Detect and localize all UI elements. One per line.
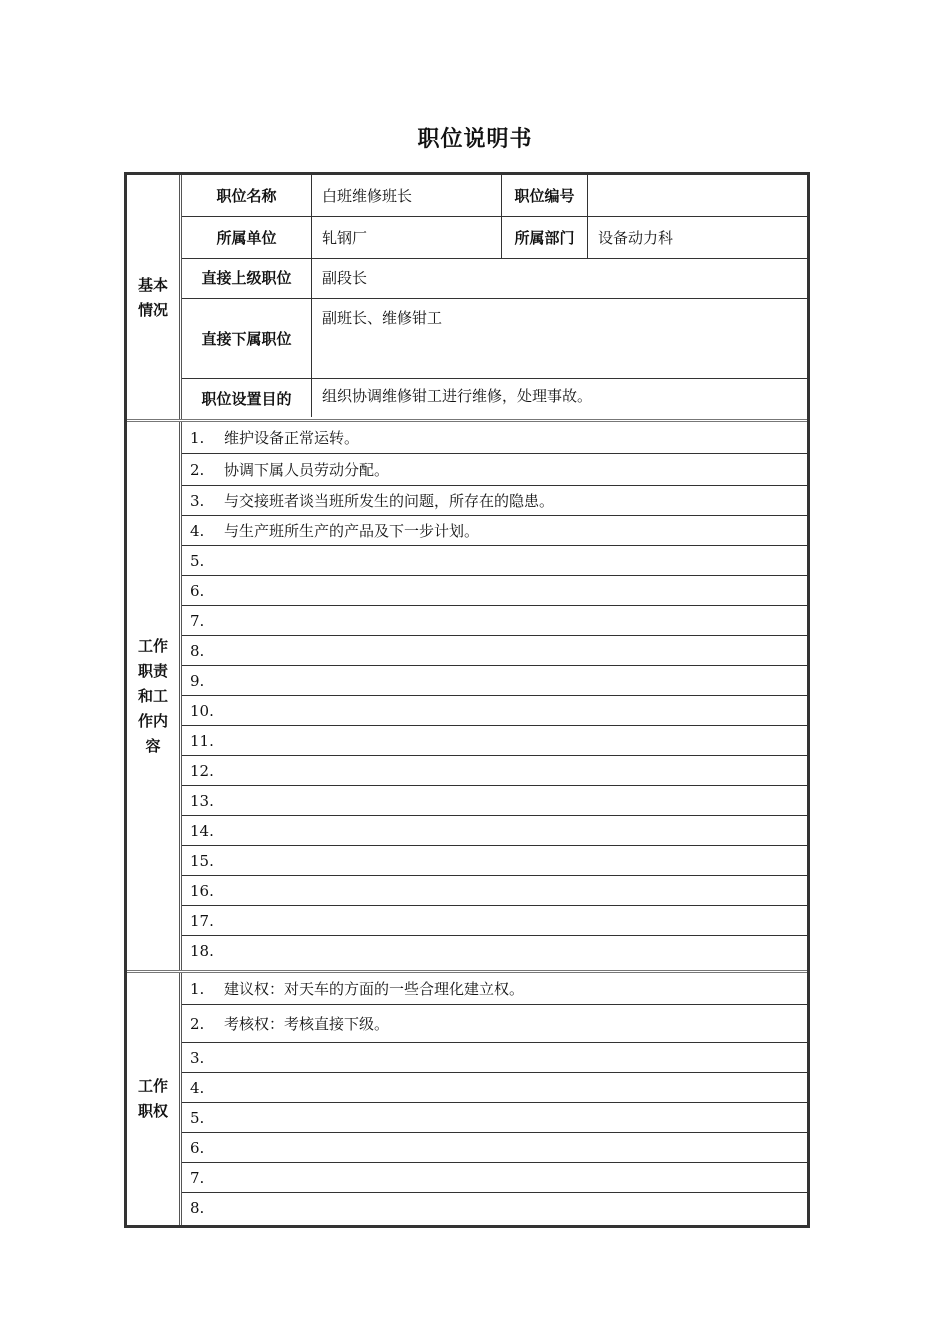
item-number: 6.: [190, 581, 205, 600]
item-number: 9.: [190, 671, 205, 690]
superior-label: 直接上级职位: [182, 259, 312, 298]
list-item: [182, 454, 807, 486]
list-item: [182, 973, 807, 1005]
item-number: 1.: [190, 979, 205, 998]
item-number: 13.: [190, 791, 214, 810]
duties-label-line: 作内: [137, 711, 168, 730]
basic-info-label: [127, 175, 179, 420]
list-item: [182, 936, 807, 966]
item-number: 3.: [190, 1048, 205, 1067]
item-text: 考核权：考核直接下级。: [224, 1015, 390, 1033]
authority-label-line: 职权: [137, 1102, 168, 1120]
list-item: [182, 486, 807, 516]
list-item: [182, 786, 807, 816]
item-text: 协调下属人员劳动分配。: [224, 461, 390, 479]
item-text: 维护设备正常运转。: [224, 429, 360, 447]
duties-label-line: 职责: [137, 661, 168, 680]
duties-label-line: 容: [145, 736, 161, 755]
list-item: [182, 576, 807, 606]
item-number: 16.: [190, 881, 214, 900]
list-item: [182, 846, 807, 876]
item-number: 5.: [190, 1108, 205, 1127]
row-purpose: [182, 379, 807, 417]
list-item: [182, 1103, 807, 1133]
duties-section: [127, 422, 807, 970]
position-code-label: 职位编号: [502, 175, 588, 216]
item-number: 10.: [190, 701, 214, 720]
item-number: 2.: [190, 1014, 205, 1033]
unit-label: 所属单位: [182, 217, 312, 258]
position-code-value: [588, 175, 807, 216]
duties-label-line: 工作: [137, 636, 168, 655]
list-item: [182, 696, 807, 726]
list-item: [182, 756, 807, 786]
row-subordinate: [182, 299, 807, 379]
department-value: 设备动力科: [598, 229, 674, 247]
item-number: 8.: [190, 1199, 205, 1217]
item-number: 1.: [190, 428, 205, 447]
item-number: 7.: [190, 611, 205, 630]
document-title: 职位说明书: [417, 127, 533, 152]
list-item: [182, 666, 807, 696]
list-item: [182, 1193, 807, 1223]
item-text: 建议权：对天车的方面的一些合理化建立权。: [224, 980, 525, 998]
authority-label-line: 工作: [137, 1077, 168, 1095]
basic-info-section: [127, 175, 807, 420]
subordinate-value: 副班长、维修钳工: [322, 309, 443, 327]
list-item: [182, 816, 807, 846]
item-text: 与生产班所生产的产品及下一步计划。: [224, 522, 480, 540]
position-name-label: 职位名称: [182, 175, 312, 216]
list-item: [182, 1163, 807, 1193]
item-number: 12.: [190, 761, 214, 780]
item-number: 3.: [190, 491, 205, 510]
row-superior: [182, 259, 807, 299]
list-item: [182, 726, 807, 756]
item-number: 5.: [190, 551, 205, 570]
list-item: [182, 516, 807, 546]
item-text: 与交接班者谈当班所发生的问题，所存在的隐患。: [224, 492, 555, 510]
list-item: [182, 1133, 807, 1163]
item-number: 7.: [190, 1168, 205, 1187]
duties-label: [127, 422, 179, 970]
purpose-value: 组织协调维修钳工进行维修，处理事故。: [322, 387, 593, 405]
department-label: 所属部门: [502, 217, 588, 258]
unit-value: 轧钢厂: [312, 217, 502, 258]
list-item: [182, 546, 807, 576]
list-item: [182, 1073, 807, 1103]
superior-value: 副段长: [322, 269, 368, 287]
item-number: 15.: [190, 851, 214, 870]
job-description-table: [124, 172, 810, 1228]
list-item: [182, 636, 807, 666]
item-number: 18.: [190, 942, 214, 960]
item-number: 17.: [190, 911, 214, 930]
item-number: 8.: [190, 641, 205, 660]
item-number: 6.: [190, 1138, 205, 1157]
item-number: 2.: [190, 460, 205, 479]
duties-label-line: 和工: [137, 686, 168, 705]
purpose-label: 职位设置目的: [182, 379, 312, 417]
row-unit: [182, 217, 807, 259]
position-name-value: 白班维修班长: [312, 175, 502, 216]
row-position-name: [182, 175, 807, 217]
list-item: [182, 1043, 807, 1073]
list-item: [182, 876, 807, 906]
subordinate-label: 直接下属职位: [182, 299, 312, 378]
list-item: [182, 606, 807, 636]
item-number: 11.: [190, 731, 214, 750]
authority-label: [127, 973, 179, 1225]
item-number: 14.: [190, 821, 214, 840]
item-number: 4.: [190, 1078, 205, 1097]
basic-label-line: 基本: [137, 275, 168, 294]
basic-info-body: [179, 175, 807, 420]
authority-section: [127, 973, 807, 1225]
duties-list: [179, 422, 807, 970]
list-item: [182, 906, 807, 936]
item-number: 4.: [190, 521, 205, 540]
list-item: [182, 422, 807, 454]
list-item: [182, 1005, 807, 1043]
authority-list: [179, 973, 807, 1225]
basic-label-line: 情况: [137, 300, 168, 319]
